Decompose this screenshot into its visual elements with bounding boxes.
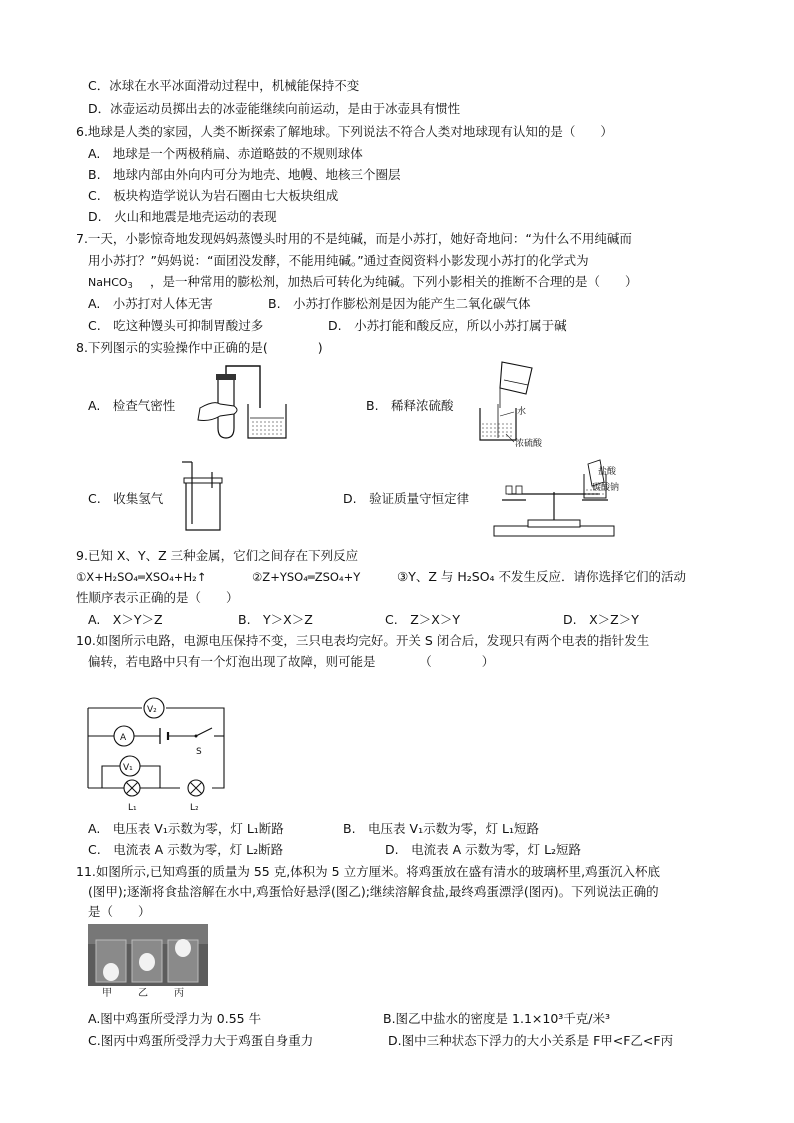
q11-stem-line1: 11.如图所示,已知鸡蛋的质量为 55 克,体积为 5 立方厘米。将鸡蛋放在盛有清水的玻璃杯里,鸡蛋沉入杯底 [76,864,661,879]
label-yi: 乙 [138,988,148,999]
q6-option-c: C. 板块构造学说认为岩石圈由七大板块组成 [88,188,339,203]
q11-option-a: A.图中鸡蛋所受浮力为 0.55 牛 [88,1011,262,1026]
q11-option-b: B.图乙中盐水的密度是 1.1×10³千克/米³ [383,1011,611,1026]
label-na2co3: 碳酸钠 [592,483,620,493]
q11-stem-line3: 是（ ） [88,904,151,919]
q9-stem-line2: 性顺序表示正确的是（ ） [76,590,239,605]
q7-formula: NaHCO$_3$ [88,276,133,290]
q11-stem-line2: (图甲);逐渐将食盐溶解在水中,鸡蛋恰好悬浮(图乙);继续溶解食盐,最终鸡蛋漂浮(图丙)。下列说法正确的 [88,884,659,899]
q8-option-c: C. 收集氢气 [88,491,164,506]
q9-option-b: B. Y＞X＞Z [238,612,313,627]
q6-option-b: B. 地球内部由外向内可分为地壳、地幔、地核三个圈层 [88,167,401,182]
label-switch: S [196,747,202,757]
q8-collect-hydrogen-diagram [178,462,228,532]
q5-option-c: C．冰球在水平冰面滑动过程中，机械能保持不变 [88,78,360,93]
q7-stem-line1: 7.一天，小影惊奇地发现妈妈蒸馒头时用的不是纯碱，而是小苏打，她好奇地问：“为什么不用纯碱而 [76,231,632,246]
label-v1: V₁ [123,763,133,773]
q11-option-c: C.图丙中鸡蛋所受浮力大于鸡蛋自身重力 [88,1033,314,1048]
q9-reaction-2: ②Z+YSO₄═ZSO₄+Y [252,570,361,584]
q9-reaction-1: ①X+H₂SO₄═XSO₄+H₂↑ [76,570,207,584]
q9-option-d: D. X＞Z＞Y [563,612,639,627]
label-bing: 丙 [174,988,184,999]
q6-option-a: A. 地球是一个两极稍扁、赤道略鼓的不规则球体 [88,146,363,161]
q7-option-d: D. 小苏打能和酸反应，所以小苏打属于碱 [328,318,567,333]
q8-option-b: B. 稀释浓硫酸 [366,398,454,413]
label-jia: 甲 [102,988,112,999]
label-l1: L₁ [128,803,137,813]
q6-stem: 6.地球是人类的家园，人类不断探索了解地球。下列说法不符合人类对地球现有认知的是（ ） [76,124,613,139]
q7-option-c: C. 吃这种馒头可抑制胃酸过多 [88,318,264,333]
q5-option-d: D．冰壶运动员掷出去的冰壶能继续向前运动，是由于冰壶具有惯性 [88,101,461,116]
label-hcl: 盐酸 [598,467,617,477]
q11-option-d: D.图中三种状态下浮力的大小关系是 F甲<F乙<F丙 [388,1033,674,1048]
q10-option-d: D. 电流表 A 示数为零，灯 L₂短路 [385,842,582,857]
q8-dilute-acid-diagram [470,358,550,448]
q9-reaction-3: ③Y、Z 与 H₂SO₄ 不发生反应．请你选择它们的活动 [397,569,687,584]
q8-mass-conservation-diagram [488,456,628,540]
q8-airtight-check-diagram [190,364,300,444]
q10-stem-line1: 10.如图所示电路，电源电压保持不变，三只电表均完好。开关 S 闭合后，发现只有两个电表的指针发生 [76,633,650,648]
q7-stem-line2: 用小苏打？”妈妈说：“面团没发酵，不能用纯碱。”通过查阅资料小影发现小苏打的化学式为 [88,253,589,268]
q7-stem-line3: ，是一种常用的膨松剂，加热后可转化为纯碱。下列小影相关的推断不合理的是（ ） [150,274,638,289]
q7-option-a: A. 小苏打对人体无害 [88,296,213,311]
label-v2: V₂ [147,705,157,715]
q9-stem: 9.已知 X、Y、Z 三种金属，它们之间存在下列反应 [76,548,359,563]
label-water: 水 [517,407,527,417]
q8-option-d: D. 验证质量守恒定律 [343,491,470,506]
q10-option-a: A. 电压表 V₁示数为零，灯 L₁断路 [88,821,284,836]
q10-stem-line2: 偏转，若电路中只有一个灯泡出现了故障，则可能是 （ ） [88,654,495,669]
q9-option-c: C. Z＞X＞Y [385,612,460,627]
q10-circuit-diagram [84,696,244,818]
label-l2: L₂ [190,803,199,813]
q8-option-a: A. 检查气密性 [88,398,176,413]
q8-stem: 8.下列图示的实验操作中正确的是( ) [76,340,323,355]
q10-option-c: C. 电流表 A 示数为零，灯 L₂断路 [88,842,284,857]
label-conc-acid: 浓硫酸 [515,439,543,449]
q7-option-b: B. 小苏打作膨松剂是因为能产生二氧化碳气体 [268,296,531,311]
q6-option-d: D. 火山和地震是地壳运动的表现 [88,209,277,224]
label-ammeter: A [120,733,127,743]
q10-option-b: B. 电压表 V₁示数为零，灯 L₁短路 [343,821,540,836]
q11-egg-photo [88,924,208,986]
q9-option-a: A. X＞Y＞Z [88,612,163,627]
